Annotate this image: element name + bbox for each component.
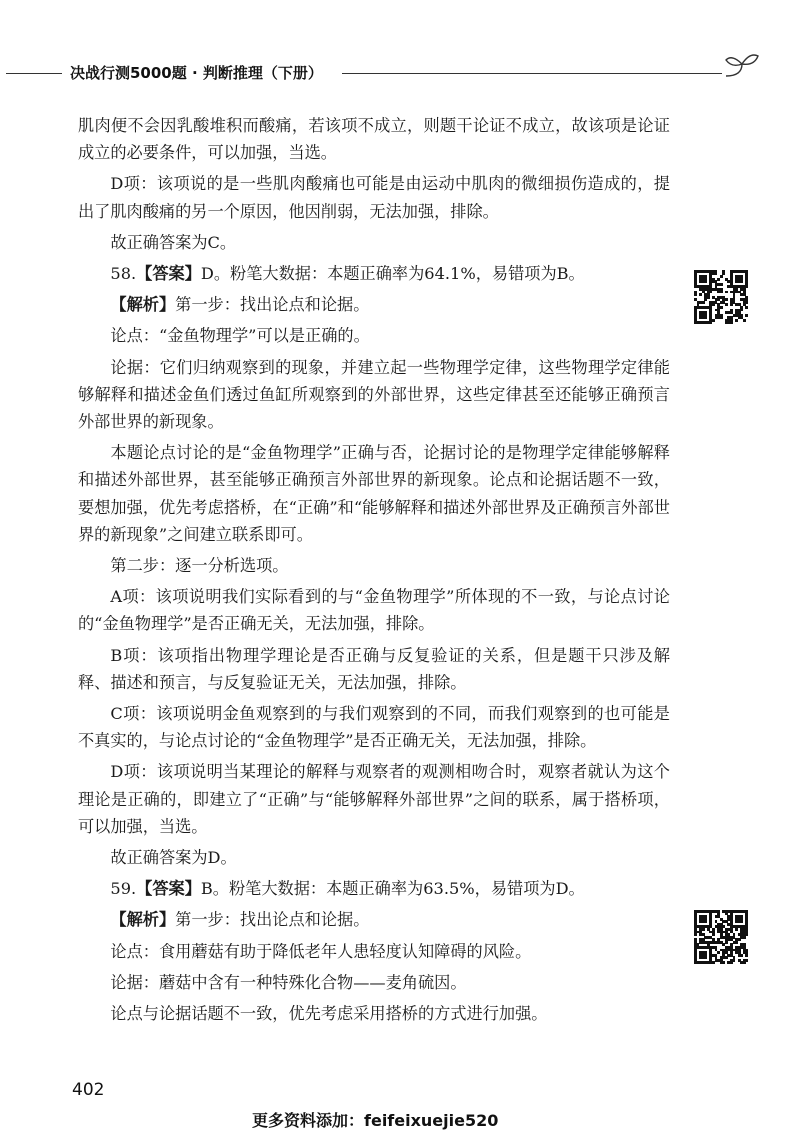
- section-label: 【答案】: [136, 264, 201, 284]
- paragraph-text: 故正确答案为C。: [110, 232, 237, 252]
- paragraph-text: 第一步：找出论点和论据。: [175, 295, 370, 315]
- footer-note: 更多资料添加：feifeixuejie520: [252, 1111, 499, 1130]
- paragraph: [78, 112, 670, 166]
- paragraph-text: 本题论点讨论的是“金鱼物理学”正确与否，论据讨论的是物理学定律能够解释和描述外部世界，甚至能够正确预言外部世界的新现象。论点和论据话题不一致，要想加强，优先考虑搭桥，在“正确”和“能够解释和描述外部世界及正确预言外部世界的新现象”之间建立联系即可。: [78, 443, 670, 544]
- paragraph: [78, 1000, 670, 1027]
- paragraph: [78, 969, 670, 996]
- question-number: 58.: [110, 264, 137, 284]
- section-label: 【解析】: [110, 910, 176, 930]
- paragraph-text: A项：该项说明我们实际看到的与“金鱼物理学”所体现的不一致，与论点讨论的“金鱼物理学”是否正确无关，无法加强，排除。: [78, 587, 670, 634]
- paragraph-text: B项：该项指出物理学理论是否正确与反复验证的关系，但是题干只涉及解释、描述和预言，与反复验证无关，无法加强，排除。: [78, 645, 670, 692]
- qr-code-icon: [694, 910, 748, 964]
- paragraph: [78, 552, 670, 579]
- paragraph: [78, 354, 670, 436]
- paragraph-text: D项：该项说明当某理论的解释与观察者的观测相吻合时，观察者就认为这个理论是正确的，即建立了“正确”与“能够解释外部世界”之间的联系，属于搭桥项，可以加强，当选。: [78, 762, 670, 836]
- paragraph: [78, 700, 670, 754]
- sprout-icon: [722, 46, 762, 82]
- paragraph-text: D项：该项说的是一些肌肉酸痛也可能是由运动中肌肉的微细损伤造成的，提出了肌肉酸痛的另一个原因，他因削弱，无法加强，排除。: [78, 174, 670, 221]
- paragraph-text: 第二步：逐一分析选项。: [110, 556, 289, 576]
- header-rule-right: [342, 73, 722, 74]
- paragraph: [78, 844, 670, 871]
- paragraph-text: 论据：蘑菇中含有一种特殊化合物——麦角硫因。: [110, 972, 467, 992]
- paragraph: [78, 439, 670, 548]
- paragraph-text: D。粉笔大数据：本题正确率为64.1%，易错项为B。: [200, 264, 585, 284]
- paragraph: [78, 583, 670, 637]
- paragraph-text: C项：该项说明金鱼观察到的与我们观察到的不同，而我们观察到的也可能是不真实的，与论点讨论的“金鱼物理学”是否正确无关，无法加强，排除。: [78, 704, 670, 751]
- paragraph-text: 肌肉便不会因乳酸堆积而酸痛，若该项不成立，则题干论证不成立，故该项是论证成立的必要条件，可以加强，当选。: [78, 116, 670, 163]
- paragraph-text: 论点：食用蘑菇有助于降低老年人患轻度认知障碍的风险。: [110, 941, 532, 961]
- book-title: 决战行测5000题 · 判断推理（下册）: [70, 64, 323, 82]
- paragraph-text: 论点：“金鱼物理学”可以是正确的。: [110, 326, 370, 346]
- paragraph-text: 第一步：找出论点和论据。: [175, 910, 370, 930]
- section-label: 【答案】: [136, 879, 201, 899]
- paragraph: [78, 642, 670, 696]
- paragraph: [78, 229, 670, 256]
- paragraph: [78, 291, 670, 318]
- paragraph: [78, 260, 670, 287]
- paragraph: [78, 875, 670, 902]
- paragraph: [78, 170, 670, 224]
- paragraph: [78, 906, 670, 933]
- paragraph-text: B。粉笔大数据：本题正确率为63.5%，易错项为D。: [200, 879, 585, 899]
- qr-code-icon: [694, 270, 748, 324]
- paragraph-text: 故正确答案为D。: [110, 848, 237, 868]
- page-header: [0, 62, 760, 86]
- section-label: 【解析】: [110, 295, 176, 315]
- paragraph-text: 论点与论据话题不一致，优先考虑采用搭桥的方式进行加强。: [110, 1004, 548, 1024]
- paragraph: [78, 938, 670, 965]
- paragraph-text: 论据：它们归纳观察到的现象，并建立起一些物理学定律，这些物理学定律能够解释和描述金鱼们透过鱼缸所观察到的外部世界，这些定律甚至还能够正确预言外部世界的新现象。: [78, 357, 670, 432]
- paragraph: [78, 322, 670, 349]
- page-number: 402: [72, 1080, 105, 1100]
- answer-explanations: [78, 112, 670, 1031]
- paragraph: [78, 758, 670, 840]
- header-rule-left: [6, 73, 62, 74]
- question-number: 59.: [110, 879, 137, 899]
